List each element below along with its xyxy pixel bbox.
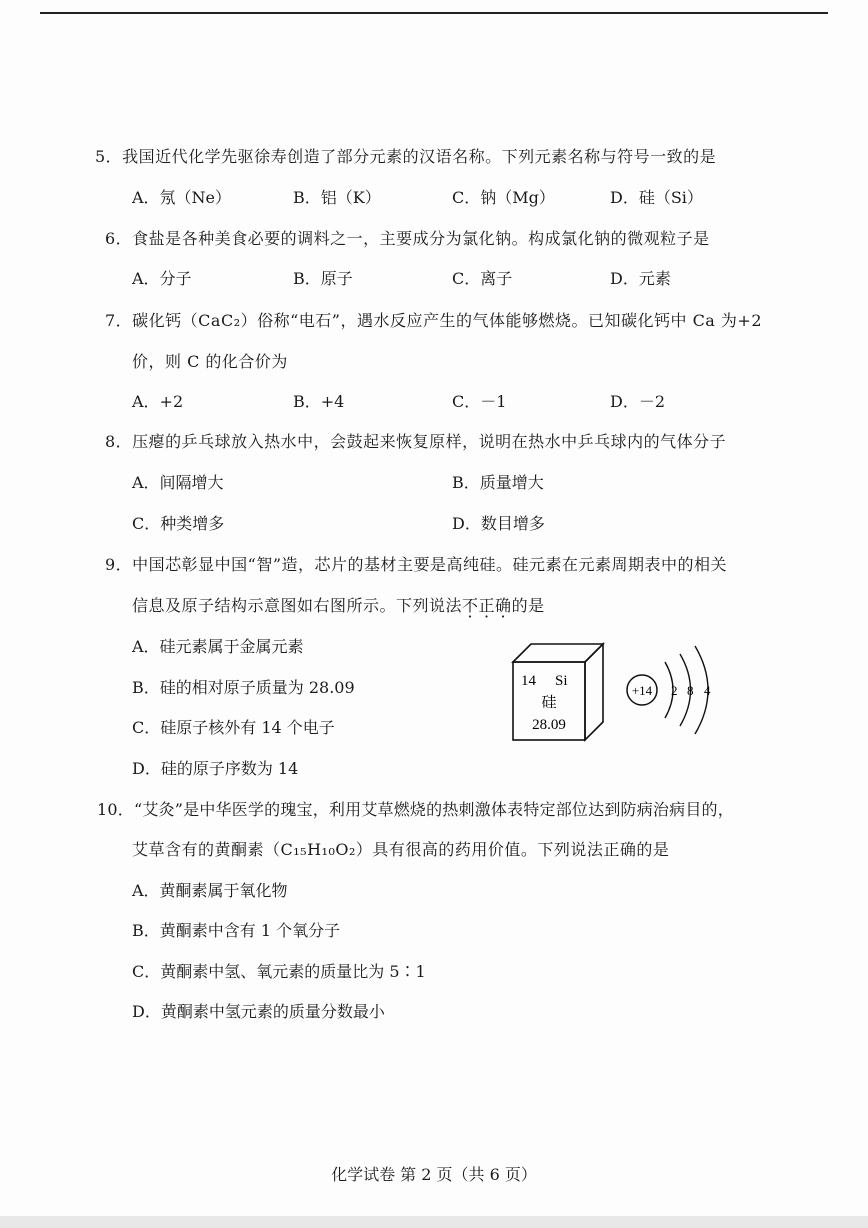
silicon-element-diagram — [505, 640, 735, 750]
page-footer: 化学试卷 第 2 页（共 6 页） — [331, 1165, 537, 1184]
q10-option-c: C．黄酮素中氢、氧元素的质量比为 5∶1 — [132, 962, 426, 981]
q6-option-c: C．离子 — [452, 269, 513, 288]
q8-option-b: B．质量增大 — [452, 473, 544, 492]
q7-option-d: D．－2 — [610, 392, 666, 411]
q10-option-a: A．黄酮素属于氧化物 — [132, 881, 288, 900]
question-7-stem-line-1: 7．碳化钙（CaC₂）俗称“电石”，遇水反应产生的气体能够燃烧。已知碳化钙中 Ca 为+2 — [105, 311, 763, 330]
q5-option-c: C．钠（Mg） — [452, 188, 555, 207]
question-9-stem-line-2 — [132, 595, 545, 617]
question-7-stem-line-2: 价，则 C 的化合价为 — [132, 352, 288, 371]
q7-option-b: B．+4 — [293, 392, 345, 411]
top-border-line — [40, 12, 828, 14]
shell-3-electrons: 4 — [704, 683, 711, 698]
emphasis-char: 正 — [478, 596, 496, 615]
q5-option-b: B．铝（K） — [293, 188, 381, 207]
atomic-number: 14 — [521, 673, 536, 689]
q8-option-a: A．间隔增大 — [132, 473, 224, 492]
q8-option-c: C．种类增多 — [132, 514, 225, 533]
q9-option-b: B．硅的相对原子质量为 28.09 — [132, 678, 355, 697]
q5-option-d: D．硅（Si） — [610, 188, 703, 207]
nucleus-charge: +14 — [631, 683, 653, 698]
element-symbol: Si — [555, 673, 568, 689]
emphasis-char: 确 — [495, 596, 512, 615]
question-10-stem-line-1: 10．“艾灸”是中华医学的瑰宝，利用艾草燃烧的热刺激体表特定部位达到防病治病目的， — [97, 800, 734, 819]
q10-option-b: B．黄酮素中含有 1 个氧分子 — [132, 921, 341, 940]
q6-option-d: D．元素 — [610, 269, 671, 288]
question-10-stem-line-2: 艾草含有的黄酮素（C₁₅H₁₀O₂）具有很高的药用价值。下列说法正确的是 — [132, 840, 670, 859]
q5-option-a: A．氖（Ne） — [132, 188, 232, 207]
q6-option-a: A．分子 — [132, 269, 192, 288]
q9-option-c: C．硅原子核外有 14 个电子 — [132, 718, 335, 737]
question-9-stem-line-1: 9．中国芯彰显中国“智”造，芯片的基材主要是高纯硅。硅元素在元素周期表中的相关 — [105, 555, 728, 574]
q9-option-a: A．硅元素属于金属元素 — [132, 637, 304, 656]
emphasis-char: 不 — [462, 596, 479, 615]
q9-stem-suffix: 的是 — [511, 596, 545, 615]
question-6-stem: 6．食盐是各种美食必要的调料之一，主要成分为氯化钠。构成氯化钠的微观粒子是 — [105, 229, 710, 248]
atomic-mass: 28.09 — [532, 717, 566, 733]
question-5-stem: 5．我国近代化学先驱徐寿创造了部分元素的汉语名称。下列元素名称与符号一致的是 — [95, 147, 717, 166]
q7-option-c: C．－1 — [452, 392, 507, 411]
shell-2-electrons: 8 — [687, 683, 694, 698]
question-8-stem: 8．压瘪的乒乓球放入热水中，会鼓起来恢复原样，说明在热水中乒乓球内的气体分子 — [105, 432, 727, 451]
scan-bottom-edge — [0, 1216, 868, 1228]
shell-1-electrons: 2 — [671, 683, 678, 698]
element-name: 硅 — [541, 693, 557, 711]
atomic-structure — [627, 646, 711, 734]
q9-option-d: D．硅的原子序数为 14 — [132, 759, 299, 778]
element-card — [513, 644, 603, 740]
q9-stem-prefix: 信息及原子结构示意图如右图所示。下列说法 — [132, 596, 463, 615]
q10-option-d: D．黄酮素中氢元素的质量分数最小 — [132, 1002, 385, 1021]
q8-option-d: D．数目增多 — [452, 514, 545, 533]
q7-option-a: A．+2 — [132, 392, 184, 411]
q6-option-b: B．原子 — [293, 269, 353, 288]
